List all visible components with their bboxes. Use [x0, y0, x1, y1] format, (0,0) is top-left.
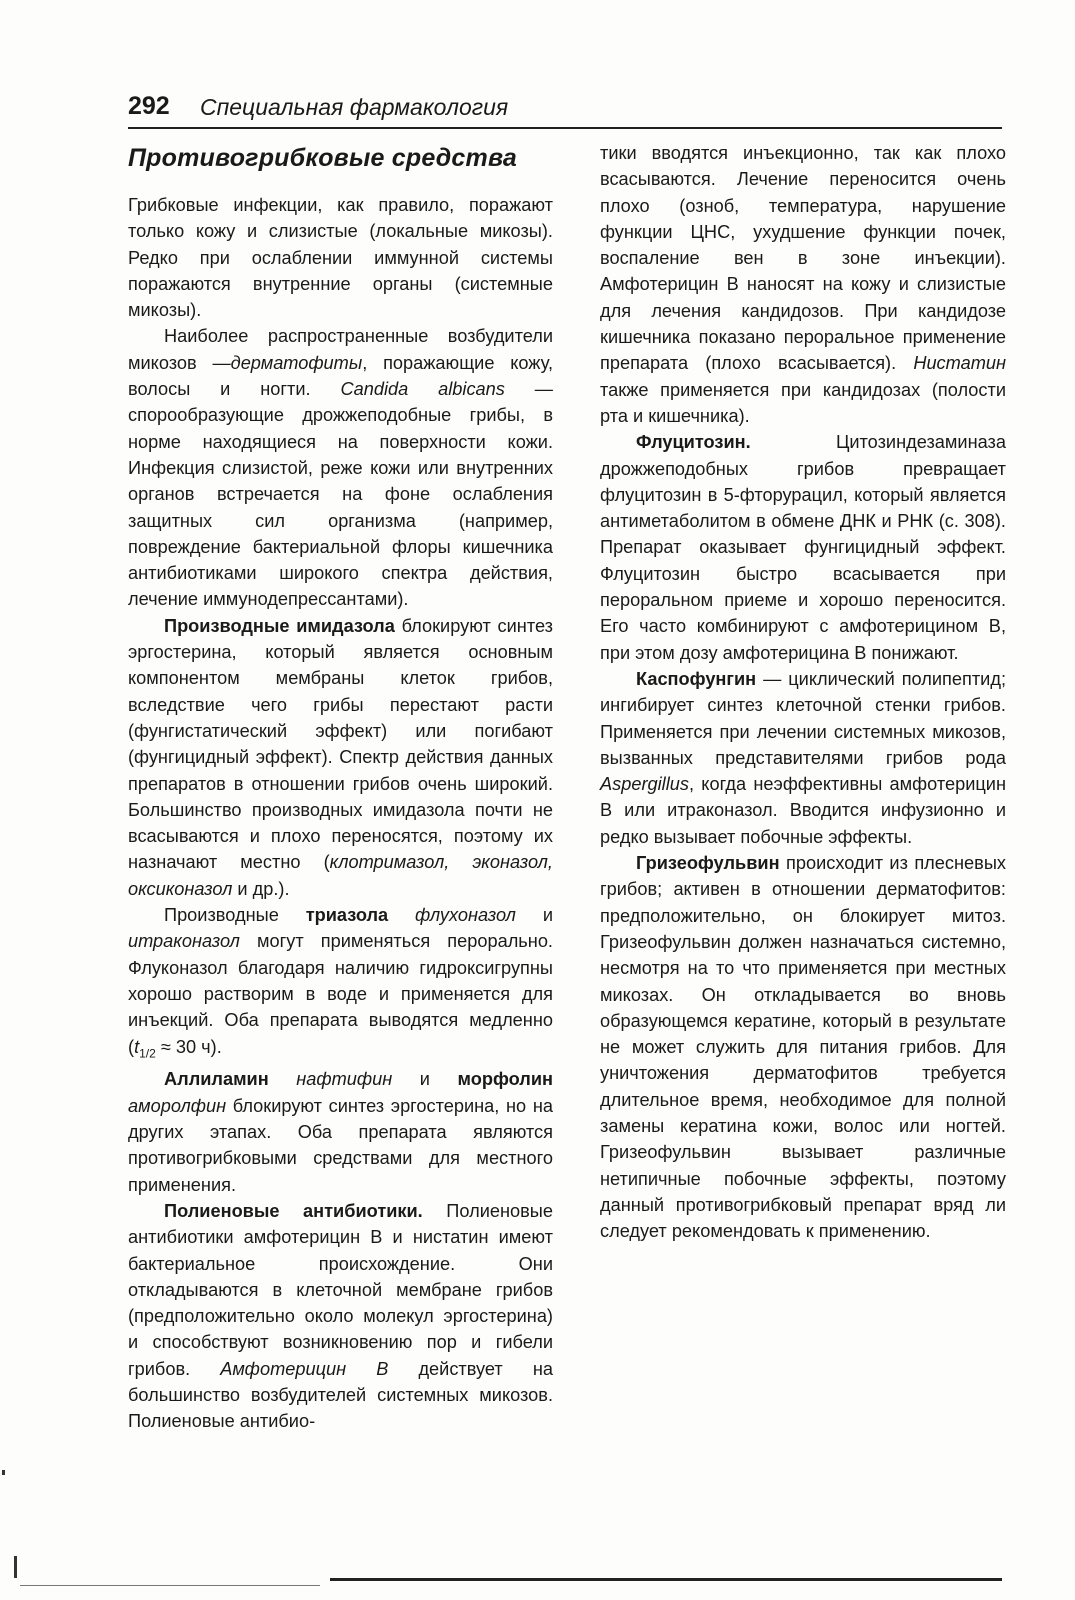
paragraph-imidazoles: Производные имидазола блокируют синтез эргостерина, который является основным компонентом мембраны клеток грибов, вследствие чего грибы перестают расти (фунгистатический эффект) или погибают (фунгицидный эффект). Спектр действия данных препаратов в отношении грибов очень широкий. Большинство производных имидазола почти не всасываются и плохо переносятся, поэтому их назначают местно (клотримазол, эконазол, оксиконазол и др.). [128, 615, 553, 899]
term-aspergillus: Aspergillus [600, 774, 689, 795]
term-imidazole-derivatives: Производные имидазола [164, 615, 395, 636]
term-nystatin: Нистатин [913, 353, 1006, 374]
page-number: 292 [128, 92, 170, 120]
header-rule [128, 127, 1002, 129]
paragraph-griseofulvin: Гризеофульвин происходит из плесневых грибов; активен в отношении дерматофитов: предположительно, он блокирует митоз. Гризеофульвин должен назначаться системно, несмотря на то что применяется при местных микозах. Он откладывается во вновь образующемся кератине, который в результате не может служить для питания грибов. Для уничтожения дерматофитов требуется длительное время, необходимое для полной замены кератина кожи, волос или ногтей. Гризеофульвин вызывает различные нетипичные побочные эффекты, поэтому данный противогрибковый препарат вряд ли следует рекомендовать к применению. [600, 853, 1006, 1242]
half-life-subscript: 1/2 [139, 1046, 156, 1061]
section-title: Противогрибковые средства [128, 144, 518, 172]
left-column [128, 140, 553, 1435]
term-dermatophytes: дерматофиты [230, 352, 363, 373]
term-caspofungin: Каспофунгин [636, 668, 757, 689]
paragraph-polyenes: Полиеновые антибиотики. Полиеновые антибиотики амфотерицин В и нистатин имеют бактериальное происхождение. Они откладываются в клеточной мембране грибов (предположительно около молекул эргостерина) и способствуют возникновению пор и гибели грибов. Амфотерицин В действует на большинство возбудителей системных микозов. Полиеновые антибио- [128, 1200, 553, 1432]
bottom-rule-thin [20, 1585, 320, 1586]
scan-edge-mark [14, 1556, 17, 1578]
term-morpholine: морфолин [457, 1069, 553, 1090]
half-life-symbol: t [134, 1036, 140, 1057]
term-triazole: триазола [305, 905, 389, 926]
paragraph-flucytosine: Флуцитозин. Цитозиндезаминаза дрожжеподобных грибов превращает флуцитозин в 5-фторурацил, который является антиметаболитом в обмене ДНК и РНК (с. 308). Препарат оказывает фунгицидный эффект. Флуцитозин быстро всасывается при пероральном приеме и хорошо переносится. Его часто комбинируют с амфотерицином В, при этом дозу амфотерицина В понижают. [600, 432, 1006, 663]
term-itraconazole: итраконазол [128, 931, 240, 952]
term-polyene-antibiotics: Полиеновые антибиотики. [164, 1200, 423, 1221]
bottom-rule [330, 1578, 1002, 1581]
term-naftifine: нафтифин [296, 1069, 393, 1090]
term-allylamine: Аллиламин [164, 1069, 269, 1090]
paragraph-allylamine: Аллиламин нафтифин и морфолин аморолфин блокируют синтез эргостерина, но на других этапах. Оба препарата являются противогрибковыми средствами для местного применения. [128, 1069, 553, 1195]
paragraph-pathogens: Наиболее распространенные возбудители микозов —дерматофиты, поражающие кожу, волосы и ногти. Candida albicans — спорообразующие дрожжеподобные грибы, в норме находящиеся на поверхности кожи. Инфекция слизистой, реже кожи или внутренних органов встречается на фоне ослабления защитных сил организма (например, повреждение бактериальной флоры кишечника антибиотиками широкого спектра действия, лечение иммунодепрессантами). [128, 326, 553, 610]
term-flucytosine: Флуцитозин. [636, 432, 751, 453]
right-column [600, 140, 1006, 1244]
page-header [128, 92, 1000, 128]
paragraph-triazoles: Производные триазола флухоназол и итраконазол могут применяться перорально. Флуконазол благодаря наличию гидроксигрупны хорошо растворим в воде и применяется для инъекций. Оба препарата выводятся медленно ($t_{1/2} \approx 30$ ч). [128, 905, 553, 1061]
term-amphotericin-b: Амфотерицин В [220, 1358, 389, 1379]
term-imidazole-drugs: клотримазол, эконазол, оксиконазол [128, 852, 553, 899]
running-title: Специальная фармакология [200, 94, 509, 120]
paragraph-intro: Грибковые инфекции, как правило, поражают только кожу и слизистые (локальные микозы). Редко при ослаблении иммунной системы поражаются внутренние органы (системные микозы). [128, 195, 553, 321]
term-candida: Candida albicans [340, 379, 505, 400]
term-griseofulvin: Гризеофульвин [636, 853, 780, 874]
scan-edge-mark [2, 1470, 5, 1475]
paragraph-caspofungin: Каспофунгин — циклический полипептид; ингибирует синтез клеточной стенки грибов. Применяется при лечении системных микозов, вызванных представителями грибов рода Aspergillus, когда неэффективны амфотерицин В или итраконазол. Вводится инфузионно и редко вызывает побочные эффекты. [600, 668, 1006, 847]
term-fluconazole: флухоназол [415, 905, 516, 926]
term-amorolfine: аморолфин [128, 1095, 227, 1116]
paragraph-polyenes-continued: тики вводятся инъекционно, так как плохо всасываются. Лечение переносится очень плохо (озноб, температура, нарушение функции ЦНС, ухудшение функции почек, воспаление вен в зоне инъекции). Амфотерицин В наносят на кожу и слизистые для лечения кандидозов. При кандидозе кишечника показано пероральное применение препарата (плохо всасывается). Нистатин также применяется при кандидозах (полости рта и кишечника). [600, 143, 1006, 426]
